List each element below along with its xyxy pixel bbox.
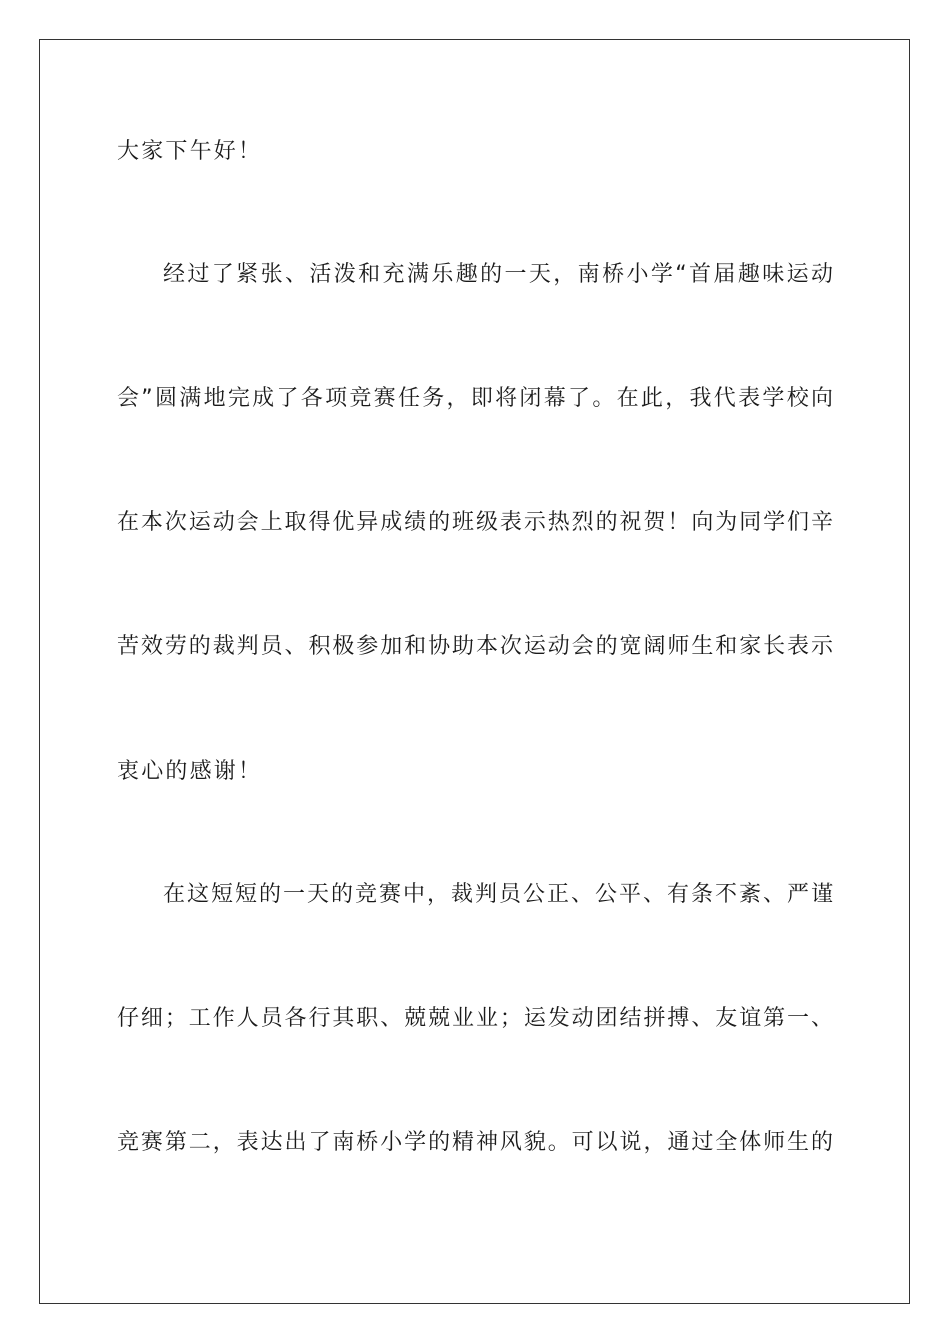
paragraph-1-line-4: 苦效劳的裁判员、积极参加和协助本次运动会的宽阔师生和家长表示 [117,634,833,659]
paragraph-1-line-5: 衷心的感谢！ [117,759,263,784]
paragraph-2-line-3: 竞赛第二，表达出了南桥小学的精神风貌。可以说，通过全体师生的 [117,1130,833,1155]
paragraph-1-line-2: 会”圆满地完成了各项竞赛任务，即将闭幕了。在此，我代表学校向 [117,386,833,411]
paragraph-1-line-3: 在本次运动会上取得优异成绩的班级表示热烈的祝贺！向为同学们辛 [117,510,833,535]
greeting-line: 大家下午好！ [117,139,263,164]
paragraph-2-line-2: 仔细；工作人员各行其职、兢兢业业；运发动团结拼搏、友谊第一、 [117,1006,833,1031]
page-frame [39,39,910,1304]
paragraph-2-line-1: 在这短短的一天的竞赛中，裁判员公正、公平、有条不紊、严谨 [163,882,833,907]
paragraph-1-line-1: 经过了紧张、活泼和充满乐趣的一天，南桥小学“首届趣味运动 [163,262,833,287]
